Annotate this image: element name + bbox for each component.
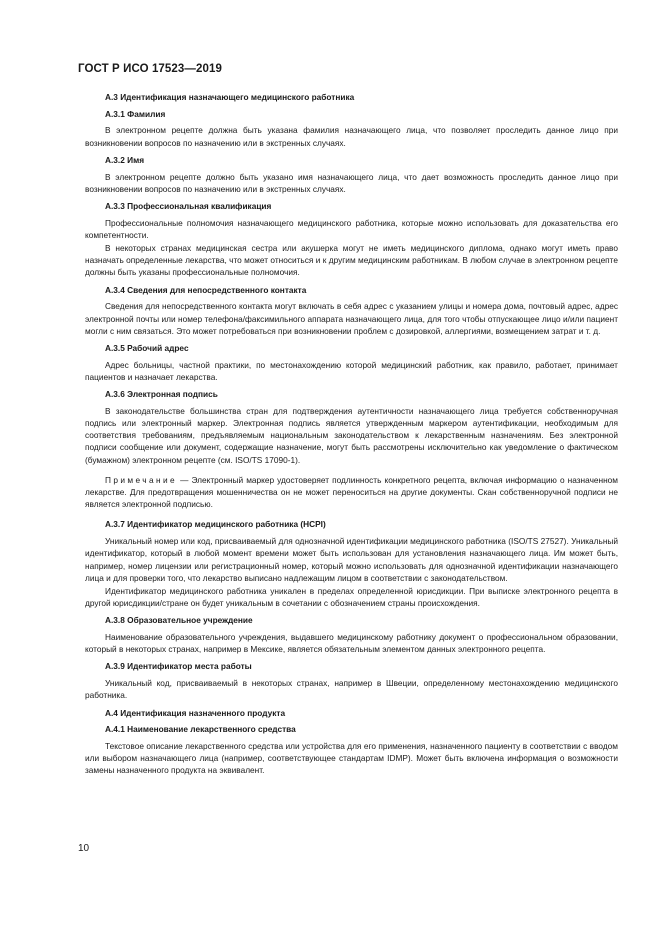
note-text: — Электронный маркер удостоверяет подлинность конкретного рецепта, включая информацию о назначенном лекарстве. Для предотвращения мошенничества он не может переноситься на другие документы. Скан собственноручной подписи не является электронной подписью. (85, 474, 618, 510)
section-heading-a32: А.3.2 Имя (105, 154, 145, 165)
paragraph: Уникальный номер или код, присваиваемый для однозначной идентификации медицинского работника (ISO/TS 27527). Уникальный идентификатор, который в любой момент времени может быть использован для установления назначающего лица. Им может быть, например, номер лицензии или регистрационный номер, который можно использовать для однозначной идентификации назначающего лица и для проверки того, что лекарство выписано надлежащим лицом в соответствии с законодательством. (85, 536, 618, 583)
section-heading-a41: А.4.1 Наименование лекарственного средства (105, 724, 296, 735)
paragraph: В некоторых странах медицинская сестра или акушерка могут не иметь медицинского диплома, однако могут иметь право назначать определенные лекарства, что может относиться и к другим медицинским работникам. В любом случае в электронном рецепте должны быть указаны профессиональные полномочия. (85, 243, 618, 278)
section-heading-a33: А.3.3 Профессиональная квалификация (105, 200, 272, 211)
paragraph: Сведения для непосредственного контакта могут включать в себя адрес с указанием улицы и номера дома, почтовый адрес, адрес электронной почты или номер телефона/факсимильного аппарата назначающего лица, для того чтобы отпускающее лицо и/или пациент могли с ним связаться. Это может потребоваться при возникновении проблем с дозировкой, аллергиями, возмещением затрат и т. д. (85, 301, 618, 336)
section-heading-a3: А.3 Идентификация назначающего медицинского работника (105, 92, 355, 102)
section-heading-a35: А.3.5 Рабочий адрес (105, 342, 189, 353)
paragraph: Идентификатор медицинского работника уникален в пределах определенной юрисдикции. При выписке электронного рецепта в другой юрисдикции/стране он будет уникальным в сочетании с обозначением страны происхождения. (85, 585, 618, 609)
section-heading-a31: А.3.1 Фамилия (105, 108, 166, 119)
section-heading-a36: А.3.6 Электронная подпись (105, 389, 218, 400)
note (85, 474, 618, 511)
paragraph: Уникальный код, присваиваемый в некоторых странах, например в Швеции, определенному местонахождению медицинского работника. (85, 678, 618, 701)
paragraph: Адрес больницы, частной практики, по местонахождению которой медицинский работник, как правило, работает, принимает пациентов и назначает лекарства. (85, 359, 618, 382)
paragraph: Профессиональные полномочия назначающего медицинского работника, которые можно использовать для доказательства его компетентности. (85, 217, 618, 240)
section-heading-a37: А.3.7 Идентификатор медицинского работника (HCPI) (105, 519, 326, 530)
section-heading-a39: А.3.9 Идентификатор места работы (105, 661, 252, 672)
paragraph: В законодательстве большинства стран для подтверждения аутентичности назначающего лица требуется собственноручная подпись или электронный маркер. Электронная подпись является утвержденным маркером аутентификации, необходимым для соответствия требованиям, предъявляемым национальным законодательством к лекарственным назначениям. Без электронной подписи сообщение или документ, содержащие назначение, могут быть рассмотрены исключительно как уведомление о фактическом (бумажном) электронном рецепте (см. ISO/TS 17090-1). (85, 405, 618, 465)
section-heading-a34: А.3.4 Сведения для непосредственного контакта (105, 284, 307, 295)
section-heading-a4: А.4 Идентификация назначенного продукта (105, 707, 286, 718)
paragraph: Наименование образовательного учреждения, выдавшего медицинскому работнику документ о профессиональном образовании, который в некоторых странах, например в Мексике, является обязательным элементом данных электронного рецепта. (85, 632, 618, 655)
document-body (85, 91, 618, 778)
note-label: Примечание (105, 474, 178, 485)
standard-designation: ГОСТ Р ИСО 17523—2019 (78, 63, 223, 75)
paragraph: В электронном рецепте должна быть указана фамилия назначающего лица, что позволяет проследить данное лицо при возникновении вопросов по назначению или в экстренных случаях. (85, 125, 618, 148)
paragraph: В электронном рецепте должно быть указано имя назначающего лица, что дает возможность проследить данное лицо при возникновении вопросов по назначению или в экстренных случаях. (85, 171, 618, 194)
section-heading-a38: А.3.8 Образовательное учреждение (105, 615, 253, 626)
page-number: 10 (78, 843, 90, 854)
paragraph: Текстовое описание лекарственного средства или устройства для его применения, назначенного пациенту в соответствии с вводом или выбором назначающего лица (например, соответствующее стандартам IDMP). Может быть включена информация о возможности замены назначенного продукта на эквивалент. (85, 740, 618, 776)
